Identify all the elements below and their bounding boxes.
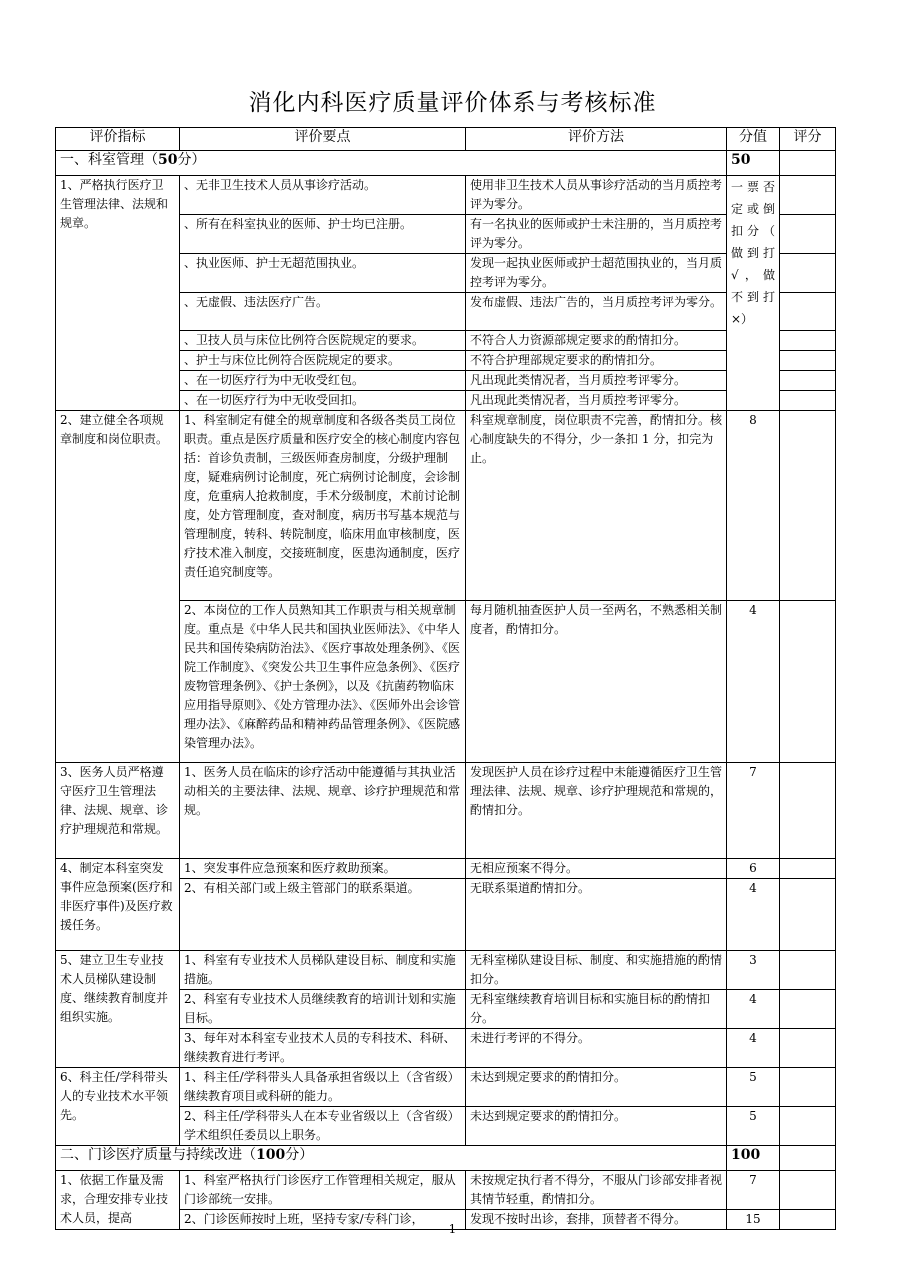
- point-cell: 2、有相关部门或上级主管部门的联系渠道。: [180, 879, 466, 951]
- method-cell: 科室规章制度，岗位职责不完善，酌情扣分。核心制度缺失的不得分，少一条扣 1 分，扣完为止。: [466, 411, 727, 601]
- indicator-cell: 1、依据工作量及需求，合理安排专业技术人员，提高: [56, 1171, 180, 1230]
- point-cell: 、卫技人员与床位比例符合医院规定的要求。: [180, 331, 466, 351]
- method-cell: 未进行考评的不得分。: [466, 1029, 727, 1068]
- score-cell: 4: [727, 1029, 780, 1068]
- rating-cell[interactable]: [780, 601, 836, 763]
- section-score: 100: [727, 1146, 780, 1171]
- indicator-cell: 4、制定本科室突发事件应急预案(医疗和非医疗事件)及医疗救援任务。: [56, 859, 180, 951]
- table-row: [56, 411, 836, 601]
- point-cell: 1、科主任/学科带头人具备承担省级以上（含省级）继续教育项目或科研的能力。: [180, 1068, 466, 1107]
- score-cell: 7: [727, 1171, 780, 1210]
- point-cell: 、执业医师、护士无超范围执业。: [180, 254, 466, 293]
- point-cell: 2、本岗位的工作人员熟知其工作职责与相关规章制度。重点是《中华人民共和国执业医师法》、《中华人民共和国传染病防治法》、《医疗事故处理条例》、《医院工作制度》、《突发公共卫生事件应急条例》、《医疗废物管理条例》、《护士条例》，以及《抗菌药物临床应用指导原则》、《处方管理办法》、《医师外出会诊管理办法》、《麻醉药品和精神药品管理条例》、《医院感染管理办法》。: [180, 601, 466, 763]
- rating-cell[interactable]: [780, 351, 836, 371]
- method-cell: 不符合护理部规定要求的酌情扣分。: [466, 351, 727, 371]
- rating-cell[interactable]: [780, 1146, 836, 1171]
- veto-note: 一 票 否 定 或 倒 扣 分 （ 做 到 打 √，做 不 到 打×）: [727, 176, 780, 411]
- method-cell: 未达到规定要求的酌情扣分。: [466, 1068, 727, 1107]
- indicator-cell: 6、科主任/学科带头人的专业技术水平领先。: [56, 1068, 180, 1146]
- point-cell: 、无虚假、违法医疗广告。: [180, 293, 466, 331]
- section-title: 一、科室管理（50分）: [56, 151, 727, 176]
- method-cell: 发现一起执业医师或护士超范围执业的，当月质控考评为零分。: [466, 254, 727, 293]
- method-cell: 未按规定执行者不得分，不服从门诊部安排者视其情节轻重，酌情扣分。: [466, 1171, 727, 1210]
- rating-cell[interactable]: [780, 951, 836, 990]
- rating-cell[interactable]: [780, 879, 836, 951]
- score-cell: 3: [727, 951, 780, 990]
- method-cell: 有一名执业的医师或护士未注册的，当月质控考评为零分。: [466, 215, 727, 254]
- method-cell: 未达到规定要求的酌情扣分。: [466, 1107, 727, 1146]
- method-cell: 发布虚假、违法广告的，当月质控考评为零分。: [466, 293, 727, 331]
- point-cell: 1、科室制定有健全的规章制度和各级各类员工岗位职责。重点是医疗质量和医疗安全的核心制度内容包括：首诊负责制，三级医师查房制度，分级护理制度，疑难病例讨论制度，死亡病例讨论制度，会诊制度，危重病人抢救制度，手术分级制度，术前讨论制度，处方管理制度，查对制度，病历书写基本规范与管理制度，转科、转院制度，临床用血审核制度，医疗技术准入制度，交接班制度，医患沟通制度，医疗责任追究制度等。: [180, 411, 466, 601]
- indicator-cell: 3、医务人员严格遵守医疗卫生管理法律、法规、规章、诊疗护理规范和常规。: [56, 763, 180, 859]
- rating-cell[interactable]: [780, 763, 836, 859]
- rating-cell[interactable]: [780, 254, 836, 293]
- indicator-cell: 2、建立健全各项规章制度和岗位职责。: [56, 411, 180, 763]
- score-cell: 7: [727, 763, 780, 859]
- method-cell: 发现不按时出诊，套排，顶替者不得分。: [466, 1210, 727, 1230]
- point-cell: 、无非卫生技术人员从事诊疗活动。: [180, 176, 466, 215]
- score-cell: 4: [727, 601, 780, 763]
- rating-cell[interactable]: [780, 371, 836, 391]
- rating-cell[interactable]: [780, 990, 836, 1029]
- evaluation-table: [55, 127, 836, 1230]
- point-cell: 、所有在科室执业的医师、护士均已注册。: [180, 215, 466, 254]
- rating-cell[interactable]: [780, 1171, 836, 1210]
- method-cell: 无科室继续教育培训目标和实施目标的酌情扣分。: [466, 990, 727, 1029]
- header-indicator: 评价指标: [56, 128, 180, 151]
- rating-cell[interactable]: [780, 331, 836, 351]
- table-header-row: [56, 128, 836, 151]
- header-score-value: 分值: [727, 128, 780, 151]
- table-row: [56, 763, 836, 859]
- document-title: 消化内科医疗质量评价体系与考核标准: [248, 90, 657, 116]
- rating-cell[interactable]: [780, 151, 836, 176]
- point-cell: 、在一切医疗行为中无收受红包。: [180, 371, 466, 391]
- method-cell: 凡出现此类情况者，当月质控考评零分。: [466, 371, 727, 391]
- header-rating: 评分: [780, 128, 836, 151]
- point-cell: 1、科室有专业技术人员梯队建设目标、制度和实施措施。: [180, 951, 466, 990]
- score-cell: 5: [727, 1107, 780, 1146]
- rating-cell[interactable]: [780, 859, 836, 879]
- method-cell: 使用非卫生技术人员从事诊疗活动的当月质控考评为零分。: [466, 176, 727, 215]
- page-number: 1: [448, 1222, 457, 1236]
- table-row: [56, 859, 836, 879]
- point-cell: 、在一切医疗行为中无收受回扣。: [180, 391, 466, 411]
- score-cell: 15: [727, 1210, 780, 1230]
- indicator-cell: 5、建立卫生专业技术人员梯队建设制度、继续教育制度并组织实施。: [56, 951, 180, 1068]
- rating-cell[interactable]: [780, 176, 836, 215]
- section-title: 二、门诊医疗质量与持续改进（100分）: [56, 1146, 727, 1171]
- rating-cell[interactable]: [780, 293, 836, 331]
- table-row: [56, 1068, 836, 1107]
- method-cell: 无科室梯队建设目标、制度、和实施措施的酌情扣分。: [466, 951, 727, 990]
- section-score: 50: [727, 151, 780, 176]
- point-cell: 3、每年对本科室专业技术人员的专科技术、科研、继续教育进行考评。: [180, 1029, 466, 1068]
- method-cell: 无相应预案不得分。: [466, 859, 727, 879]
- table-row: [56, 176, 836, 215]
- table-row: [56, 1171, 836, 1210]
- rating-cell[interactable]: [780, 1068, 836, 1107]
- method-cell: 发现医护人员在诊疗过程中未能遵循医疗卫生管理法律、法规、规章、诊疗护理规范和常规的，酌情扣分。: [466, 763, 727, 859]
- point-cell: 、护士与床位比例符合医院规定的要求。: [180, 351, 466, 371]
- rating-cell[interactable]: [780, 1107, 836, 1146]
- table-row: [56, 951, 836, 990]
- rating-cell[interactable]: [780, 391, 836, 411]
- rating-cell[interactable]: [780, 411, 836, 601]
- score-cell: 8: [727, 411, 780, 601]
- method-cell: 不符合人力资源部规定要求的酌情扣分。: [466, 331, 727, 351]
- method-cell: 每月随机抽查医护人员一至两名，不熟悉相关制度者，酌情扣分。: [466, 601, 727, 763]
- section-row: [56, 1146, 836, 1171]
- point-cell: 2、门诊医师按时上班，坚持专家/专科门诊，: [180, 1210, 466, 1230]
- point-cell: 1、医务人员在临床的诊疗活动中能遵循与其执业活动相关的主要法律、法规、规章、诊疗护理规范和常规。: [180, 763, 466, 859]
- section-row: [56, 151, 836, 176]
- point-cell: 1、科室严格执行门诊医疗工作管理相关规定，服从门诊部统一安排。: [180, 1171, 466, 1210]
- point-cell: 2、科主任/学科带头人在本专业省级以上（含省级）学术组织任委员以上职务。: [180, 1107, 466, 1146]
- score-cell: 6: [727, 859, 780, 879]
- indicator-cell: 1、严格执行医疗卫生管理法律、法规和规章。: [56, 176, 180, 411]
- method-cell: 无联系渠道酌情扣分。: [466, 879, 727, 951]
- score-cell: 4: [727, 990, 780, 1029]
- header-method: 评价方法: [466, 128, 727, 151]
- method-cell: 凡出现此类情况者，当月质控考评零分。: [466, 391, 727, 411]
- score-cell: 5: [727, 1068, 780, 1107]
- point-cell: 2、科室有专业技术人员继续教育的培训计划和实施目标。: [180, 990, 466, 1029]
- score-cell: 4: [727, 879, 780, 951]
- rating-cell[interactable]: [780, 215, 836, 254]
- point-cell: 1、突发事件应急预案和医疗救助预案。: [180, 859, 466, 879]
- header-points: 评价要点: [180, 128, 466, 151]
- rating-cell[interactable]: [780, 1029, 836, 1068]
